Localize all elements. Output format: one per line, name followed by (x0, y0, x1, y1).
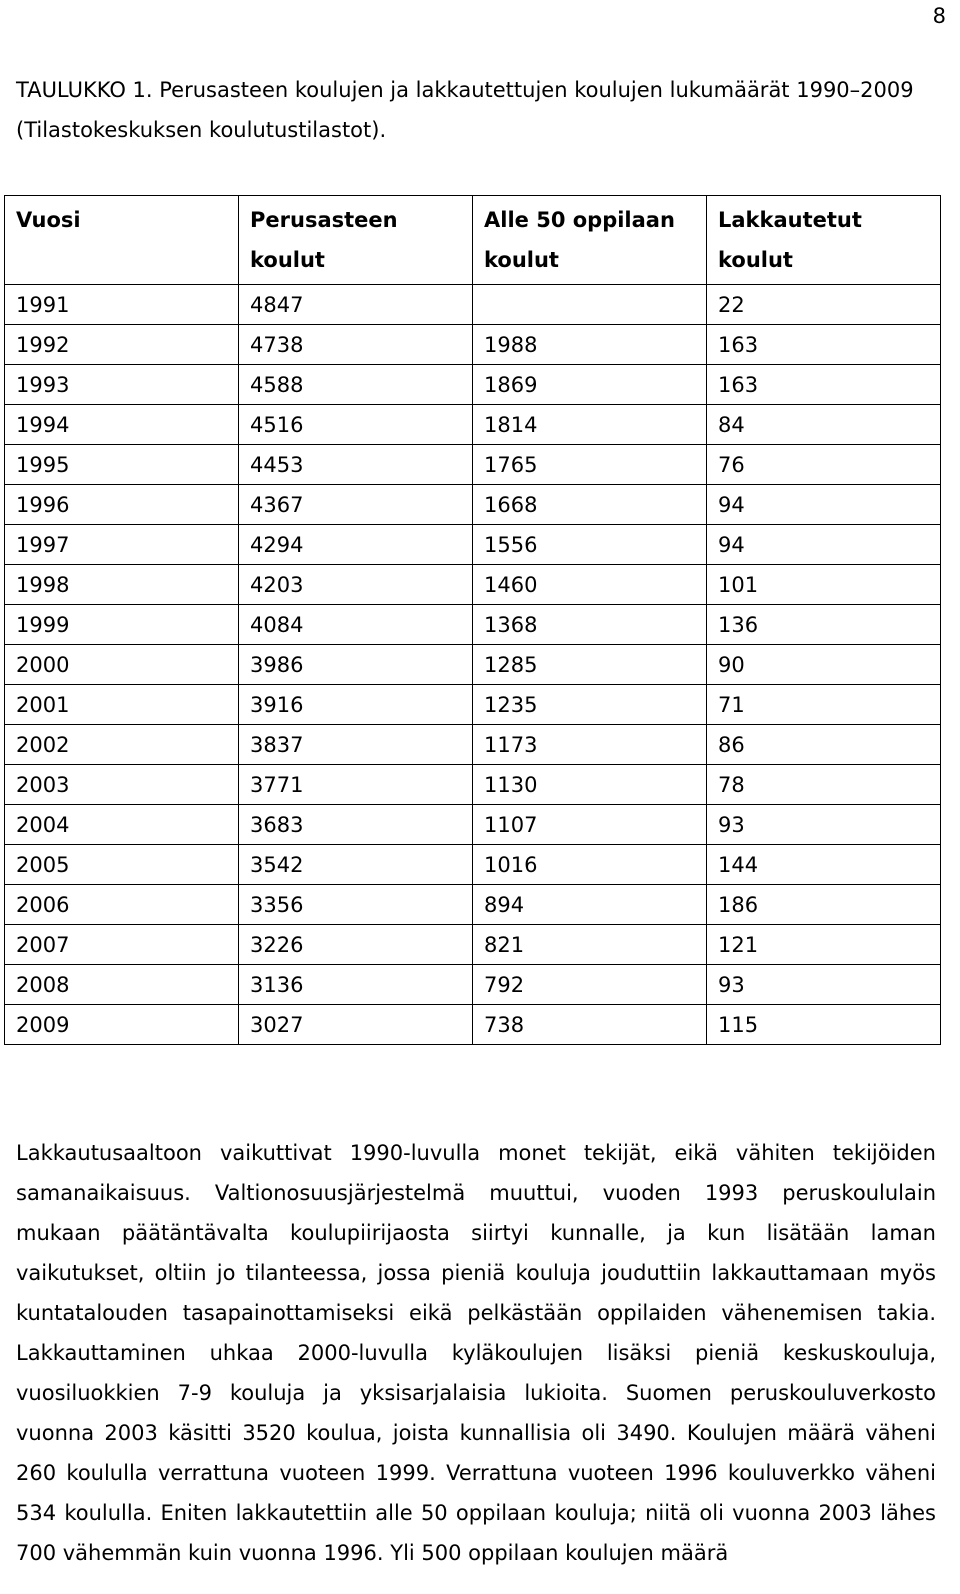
basic-schools-cell: 3916 (239, 685, 473, 725)
header-small-schools-line2: koulut (484, 248, 559, 272)
year-cell: 1995 (5, 445, 239, 485)
basic-schools-cell: 3771 (239, 765, 473, 805)
year-cell: 2002 (5, 725, 239, 765)
year-cell: 2009 (5, 1005, 239, 1045)
closed-schools-cell: 136 (707, 605, 941, 645)
year-cell: 1997 (5, 525, 239, 565)
year-cell: 1992 (5, 325, 239, 365)
small-schools-cell: 1988 (473, 325, 707, 365)
year-cell: 2006 (5, 885, 239, 925)
header-basic-schools (239, 196, 473, 285)
small-schools-cell: 1460 (473, 565, 707, 605)
basic-schools-cell: 3027 (239, 1005, 473, 1045)
small-schools-cell: 1765 (473, 445, 707, 485)
small-schools-cell: 1368 (473, 605, 707, 645)
basic-schools-cell: 3837 (239, 725, 473, 765)
table-row (5, 925, 941, 965)
small-schools-cell: 1130 (473, 765, 707, 805)
table-caption: TAULUKKO 1. Perusasteen koulujen ja lakkautettujen koulujen lukumäärät 1990–2009 (Tilastokeskuksen koulutustilastot). (16, 78, 914, 142)
header-basic-schools-line1: Perusasteen (250, 208, 398, 232)
small-schools-cell: 1285 (473, 645, 707, 685)
year-cell: 2004 (5, 805, 239, 845)
closed-schools-cell: 86 (707, 725, 941, 765)
basic-schools-cell: 4516 (239, 405, 473, 445)
basic-schools-cell: 3986 (239, 645, 473, 685)
small-schools-cell: 1016 (473, 845, 707, 885)
year-cell: 2003 (5, 765, 239, 805)
closed-schools-cell: 101 (707, 565, 941, 605)
basic-schools-cell: 4294 (239, 525, 473, 565)
small-schools-cell: 1556 (473, 525, 707, 565)
table-row (5, 725, 941, 765)
closed-schools-cell: 115 (707, 1005, 941, 1045)
year-cell: 1991 (5, 285, 239, 325)
table-row (5, 565, 941, 605)
header-year-line1: Vuosi (16, 208, 81, 232)
basic-schools-cell: 4588 (239, 365, 473, 405)
year-cell: 2007 (5, 925, 239, 965)
small-schools-cell: 821 (473, 925, 707, 965)
basic-schools-cell: 3226 (239, 925, 473, 965)
table-row (5, 605, 941, 645)
table-row (5, 765, 941, 805)
basic-schools-cell: 4738 (239, 325, 473, 365)
header-small-schools (473, 196, 707, 285)
body-paragraph: Lakkautusaaltoon vaikuttivat 1990-luvulla monet tekijät, eikä vähiten tekijöiden samanaikaisuus. Valtionosuusjärjestelmä muuttui, vuoden 1993 peruskoululain mukaan päätäntävalta koulupiirijaosta siirtyi kunnalle, ja kun lisätään laman vaikutukset, oltiin jo tilanteessa, jossa pieniä kouluja jouduttiin lakkauttamaan myös kuntatalouden tasapainottamiseksi eikä pelkästään oppilaiden vähenemisen takia. Lakkauttaminen uhkaa 2000-luvulla kyläkoulujen lisäksi pieniä keskuskouluja, vuosiluokkien 7-9 kouluja ja yksisarjalaisia lukioita. Suomen peruskouluverkosto vuonna 2003 käsitti 3520 koulua, joista kunnallisia oli 3490. Koulujen määrä väheni 260 koululla verrattuna vuoteen 1999. Verrattuna vuoteen 1996 kouluverkko väheni 534 koululla. Eniten lakkautettiin alle 50 oppilaan kouluja; niitä oli vuonna 2003 lähes 700 vähemmän kuin vuonna 1996. Yli 500 oppilaan koulujen määrä (16, 1141, 936, 1565)
basic-schools-cell: 3136 (239, 965, 473, 1005)
small-schools-cell: 1668 (473, 485, 707, 525)
closed-schools-cell: 90 (707, 645, 941, 685)
table-row (5, 965, 941, 1005)
closed-schools-cell: 163 (707, 365, 941, 405)
table-row (5, 645, 941, 685)
table-row (5, 845, 941, 885)
year-cell: 1996 (5, 485, 239, 525)
table-row (5, 885, 941, 925)
closed-schools-cell: 163 (707, 325, 941, 365)
closed-schools-cell: 22 (707, 285, 941, 325)
small-schools-cell: 738 (473, 1005, 707, 1045)
closed-schools-cell: 78 (707, 765, 941, 805)
small-schools-cell: 792 (473, 965, 707, 1005)
small-schools-cell: 1869 (473, 365, 707, 405)
small-schools-cell (473, 285, 707, 325)
table-row (5, 805, 941, 845)
closed-schools-cell: 186 (707, 885, 941, 925)
small-schools-cell: 1235 (473, 685, 707, 725)
header-year (5, 196, 239, 285)
table-row (5, 405, 941, 445)
year-cell: 1994 (5, 405, 239, 445)
closed-schools-cell: 144 (707, 845, 941, 885)
table-body (5, 285, 941, 1045)
table-row (5, 325, 941, 365)
small-schools-cell: 894 (473, 885, 707, 925)
year-cell: 2001 (5, 685, 239, 725)
header-closed-schools-line1: Lakkautetut (718, 208, 862, 232)
header-closed-schools-line2: koulut (718, 248, 793, 272)
basic-schools-cell: 4084 (239, 605, 473, 645)
closed-schools-cell: 121 (707, 925, 941, 965)
closed-schools-cell: 71 (707, 685, 941, 725)
year-cell: 2005 (5, 845, 239, 885)
header-small-schools-line1: Alle 50 oppilaan (484, 208, 675, 232)
header-closed-schools (707, 196, 941, 285)
closed-schools-cell: 94 (707, 485, 941, 525)
small-schools-cell: 1814 (473, 405, 707, 445)
table-row (5, 285, 941, 325)
table-row (5, 685, 941, 725)
basic-schools-cell: 3542 (239, 845, 473, 885)
basic-schools-cell: 3683 (239, 805, 473, 845)
basic-schools-cell: 3356 (239, 885, 473, 925)
page-number: 8 (932, 4, 946, 28)
year-cell: 1998 (5, 565, 239, 605)
table-row (5, 365, 941, 405)
header-basic-schools-line2: koulut (250, 248, 325, 272)
table-row (5, 1005, 941, 1045)
year-cell: 1999 (5, 605, 239, 645)
closed-schools-cell: 94 (707, 525, 941, 565)
basic-schools-cell: 4203 (239, 565, 473, 605)
year-cell: 2008 (5, 965, 239, 1005)
small-schools-cell: 1173 (473, 725, 707, 765)
closed-schools-cell: 93 (707, 805, 941, 845)
small-schools-cell: 1107 (473, 805, 707, 845)
year-cell: 1993 (5, 365, 239, 405)
table-row (5, 525, 941, 565)
table-header-row (5, 196, 941, 285)
school-count-table (4, 195, 941, 1045)
closed-schools-cell: 76 (707, 445, 941, 485)
table-row (5, 485, 941, 525)
basic-schools-cell: 4453 (239, 445, 473, 485)
basic-schools-cell: 4847 (239, 285, 473, 325)
year-cell: 2000 (5, 645, 239, 685)
closed-schools-cell: 93 (707, 965, 941, 1005)
closed-schools-cell: 84 (707, 405, 941, 445)
basic-schools-cell: 4367 (239, 485, 473, 525)
table-row (5, 445, 941, 485)
